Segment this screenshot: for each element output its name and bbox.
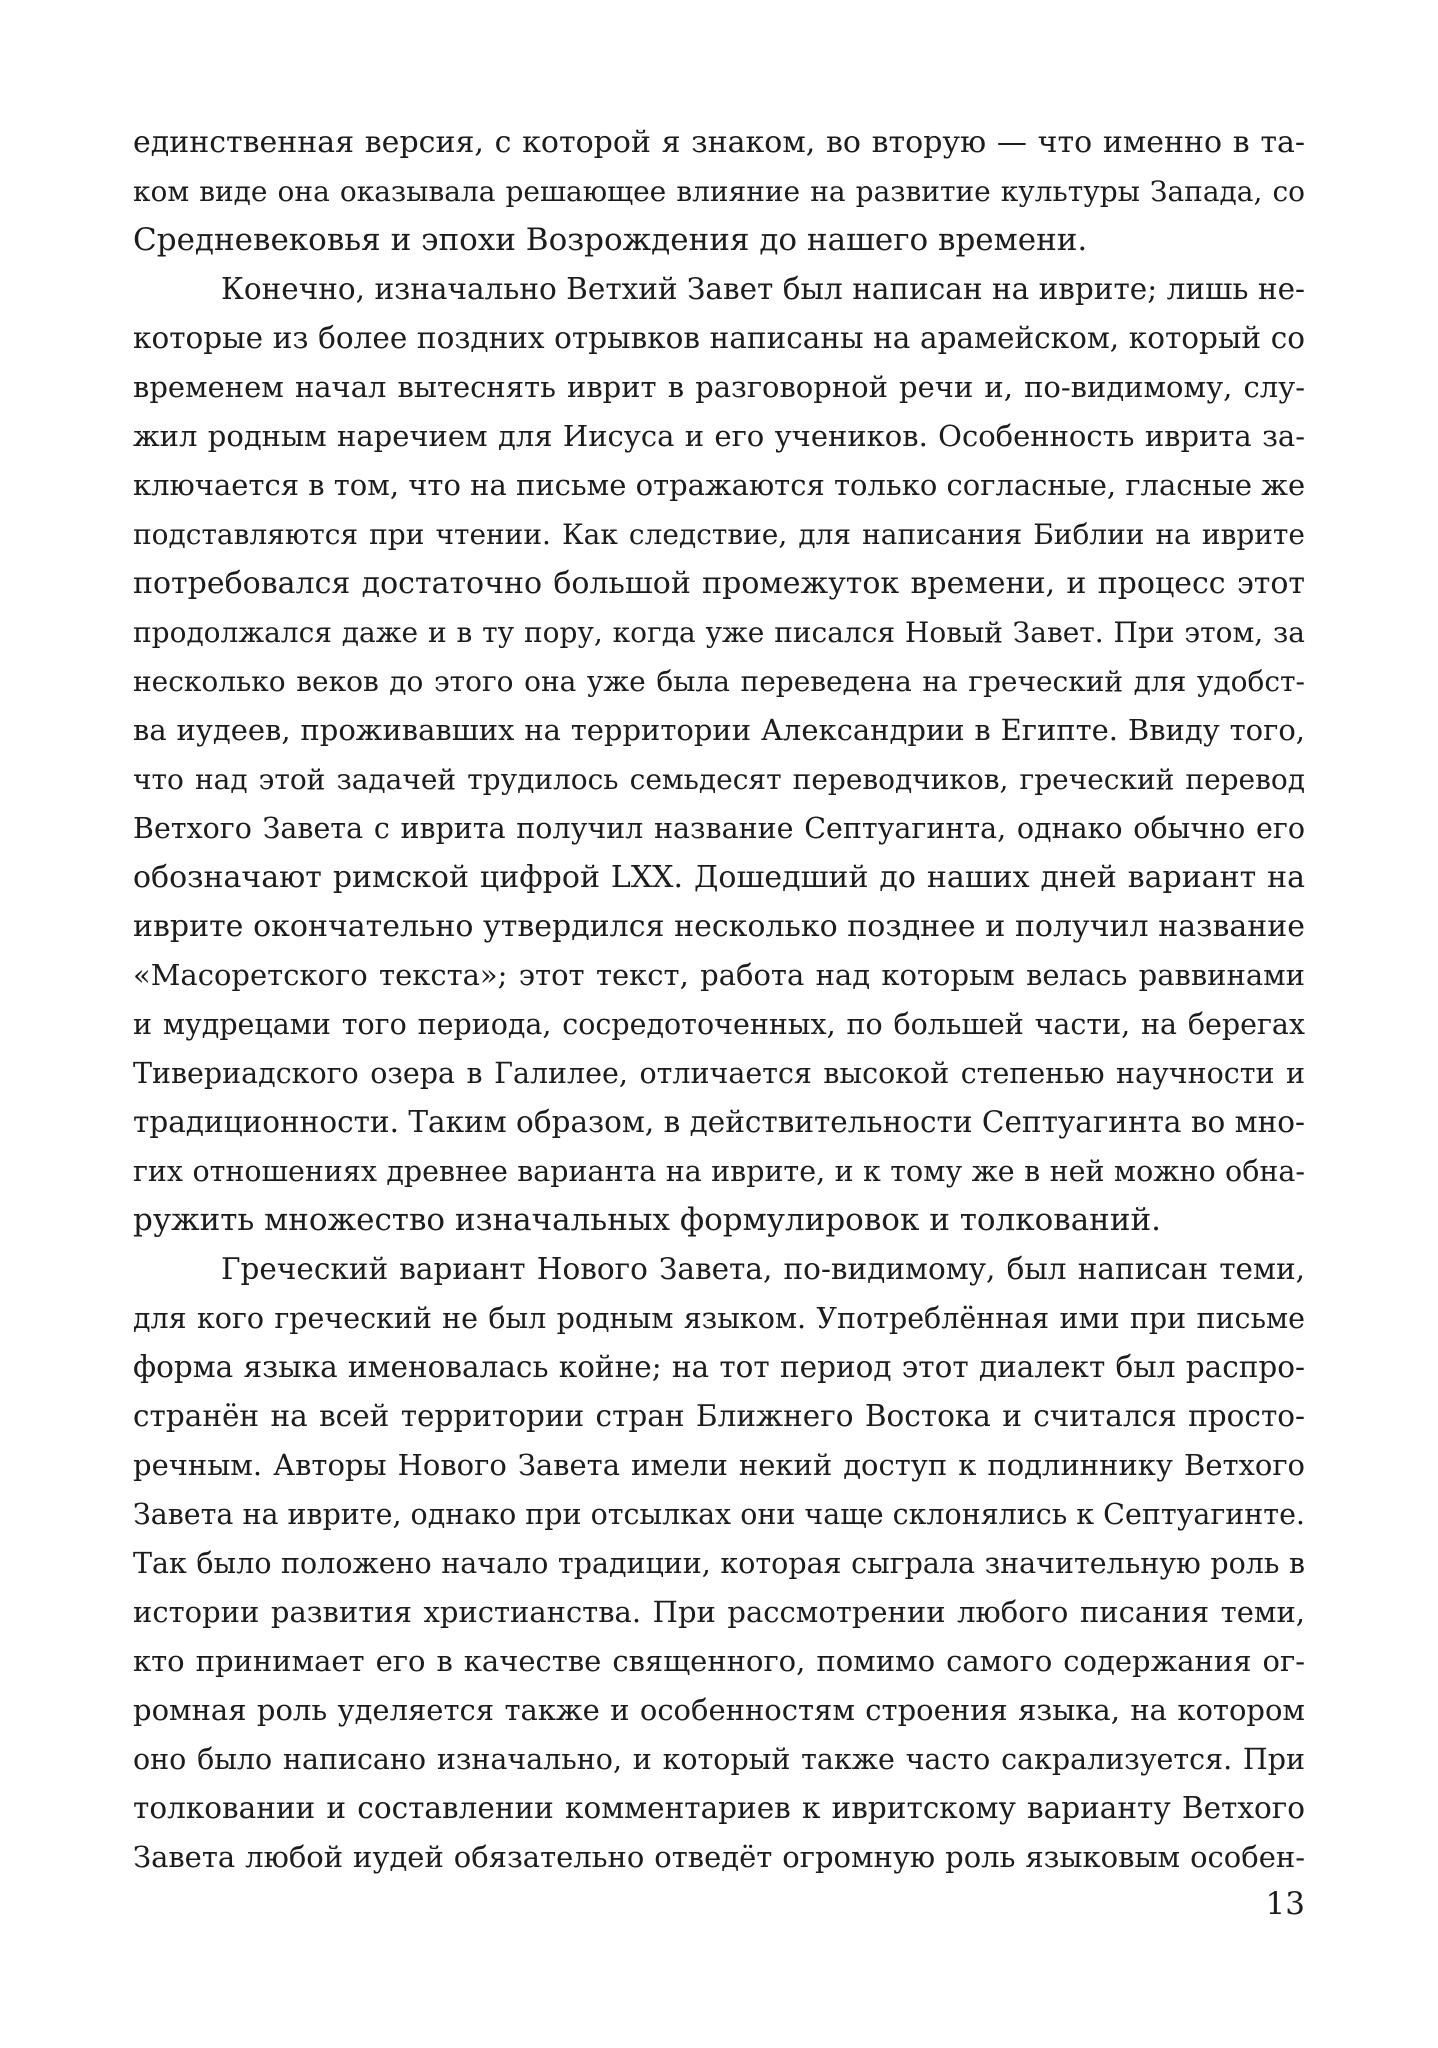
text-line: Завета на иврите, однако при отсылках они чаще склонялись к Септуагинте. bbox=[133, 1498, 1305, 1531]
text-line: оно было написано изначально, и который также часто сакрализуется. При bbox=[133, 1743, 1305, 1776]
text-line: что над этой задачей трудилось семьдесят переводчиков, греческий перевод bbox=[133, 763, 1305, 796]
text-line: ключается в том, что на письме отражаются только согласные, гласные же bbox=[133, 468, 1306, 502]
text-line: иврите окончательно утвердился несколько позднее и получил название bbox=[133, 909, 1305, 944]
text-line: гих отношениях древнее варианта на иврите, и к тому же в ней можно обна- bbox=[133, 1155, 1305, 1188]
text-line: ружить множество изначальных формулировок и толкований. bbox=[133, 1202, 1162, 1238]
text-line: Греческий вариант Нового Завета, по-видимому, был написан теми, bbox=[221, 1252, 1305, 1286]
text-line: речным. Авторы Нового Завета имели некий доступ к подлиннику Ветхого bbox=[133, 1448, 1305, 1482]
text-line: подставляются при чтении. Как следствие, для написания Библии на иврите bbox=[133, 518, 1305, 551]
text-line: кто принимает его в качестве священного, помимо самого содержания ог- bbox=[133, 1644, 1305, 1678]
text-line: «Масоретского текста»; этот текст, работа над которым велась раввинами bbox=[133, 958, 1305, 992]
text-line: ком виде она оказывала решающее влияние на развитие культуры Запада, со bbox=[133, 175, 1305, 208]
text-line: ва иудеев, проживавших на территории Александрии в Египте. Ввиду того, bbox=[133, 713, 1305, 747]
page-number: 13 bbox=[1265, 1886, 1305, 1922]
text-line: странён на всей территории стран Ближнего Востока и считался просто- bbox=[133, 1399, 1305, 1433]
text-line: Ветхого Завета с иврита получил название Септуагинта, однако обычно его bbox=[133, 812, 1305, 845]
text-line: единственная версия, с которой я знаком, во вторую — что именно в та- bbox=[133, 125, 1305, 160]
text-line: Средневековья и эпохи Возрождения до нашего времени. bbox=[133, 222, 1088, 258]
text-line: традиционности. Таким образом, в действительности Септуагинта во мно- bbox=[133, 1105, 1305, 1139]
text-line: которые из более поздних отрывков написаны на арамейском, который со bbox=[133, 321, 1305, 355]
text-line: для кого греческий не был родным языком. Употреблённая ими при письме bbox=[133, 1302, 1305, 1335]
text-line: и мудрецами того периода, сосредоточенных, по большей части, на берегах bbox=[133, 1008, 1305, 1041]
text-line: Завета любой иудей обязательно отведёт огромную роль языковым особен- bbox=[133, 1840, 1305, 1874]
text-line: Тивериадского озера в Галилее, отличается высокой степенью научности и bbox=[133, 1057, 1305, 1090]
text-line: обозначают римской цифрой LXX. Дошедший до наших дней вариант на bbox=[133, 860, 1305, 895]
text-line: продолжался даже и в ту пору, когда уже писался Новый Завет. При этом, за bbox=[133, 616, 1305, 649]
text-line: несколько веков до этого она уже была переведена на греческий для удобст- bbox=[133, 665, 1305, 698]
text-line: жил родным наречием для Иисуса и его учеников. Особенность иврита за- bbox=[133, 419, 1305, 453]
text-line: Так было положено начало традиции, которая сыграла значительную роль в bbox=[133, 1547, 1305, 1580]
text-line: форма языка именовалась койне; на тот период этот диалект был распро- bbox=[133, 1350, 1305, 1384]
body-text bbox=[133, 118, 1305, 1882]
text-line: потребовался достаточно большой промежуток времени, и процесс этот bbox=[133, 566, 1305, 601]
text-line: Конечно, изначально Ветхий Завет был написан на иврите; лишь не- bbox=[221, 272, 1305, 306]
text-line: ромная роль уделяется также и особенностям строения языка, на котором bbox=[133, 1693, 1305, 1727]
text-line: временем начал вытеснять иврит в разговорной речи и, по-видимому, слу- bbox=[133, 370, 1305, 404]
text-line: истории развития христианства. При рассмотрении любого писания теми, bbox=[133, 1595, 1305, 1629]
text-line: толковании и составлении комментариев к ивритскому варианту Ветхого bbox=[133, 1791, 1305, 1825]
